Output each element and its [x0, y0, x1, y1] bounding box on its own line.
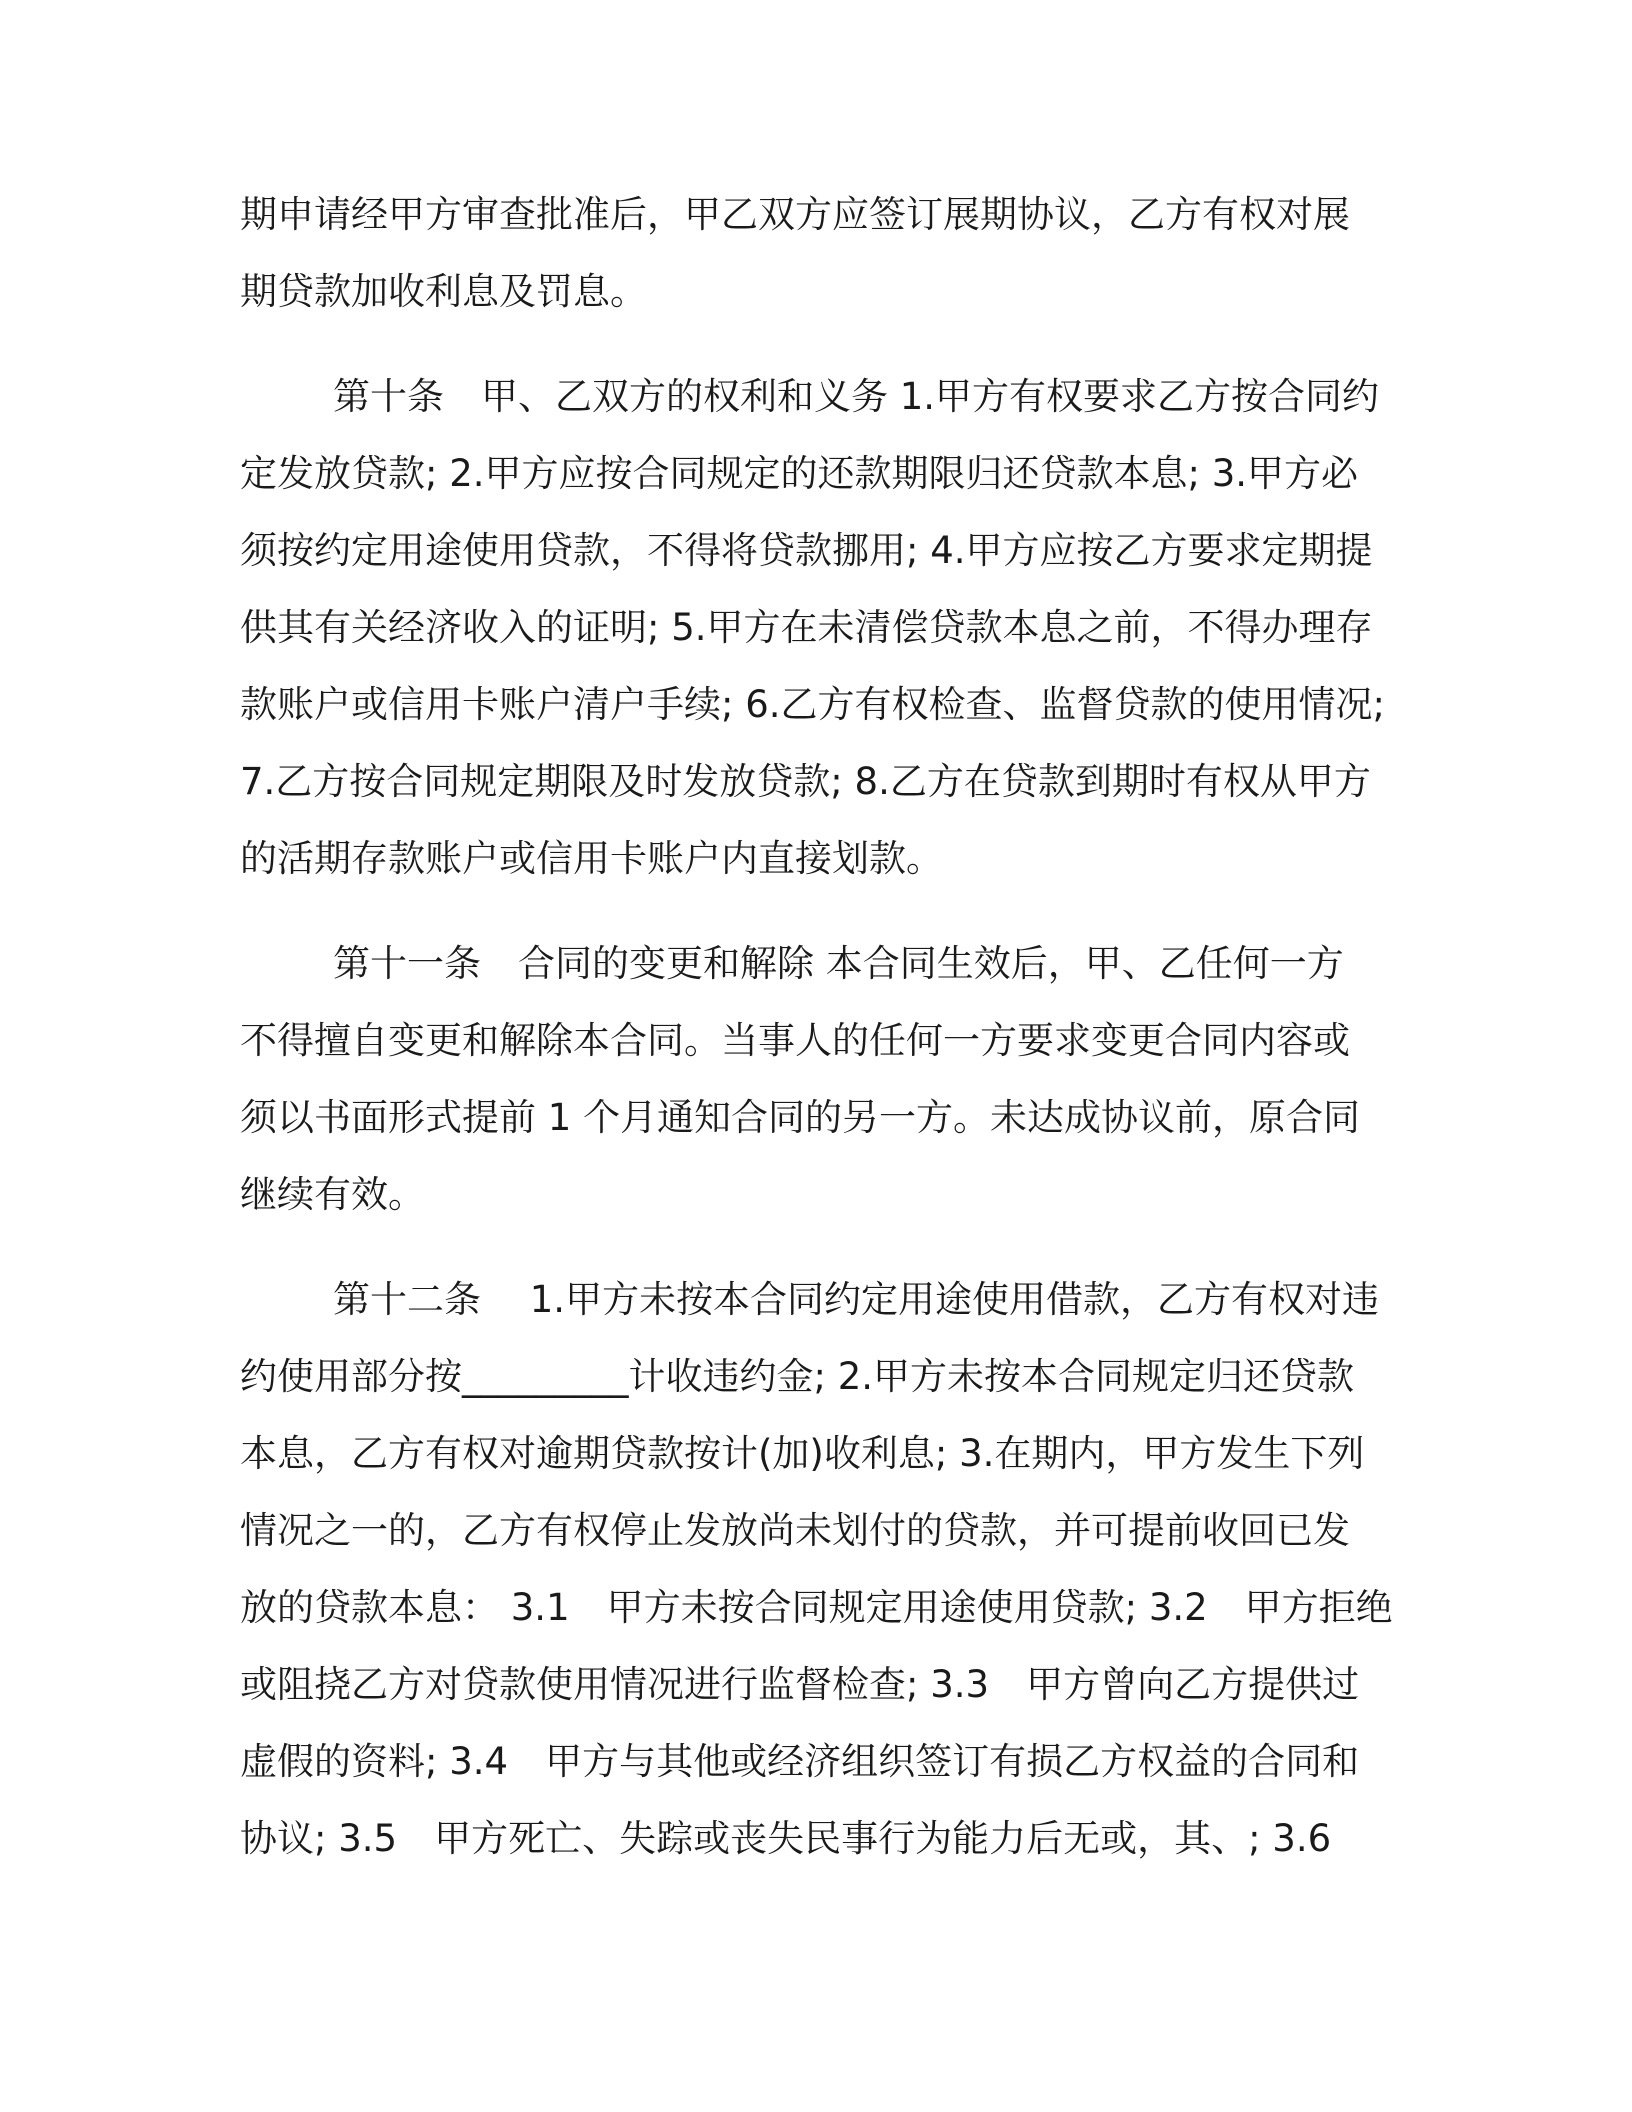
- paragraph-3-line-2: 不得擅自变更和解除本合同。当事人的任何一方要求变更合同内容或: [240, 1019, 1350, 1062]
- paragraph-4-line-3: 本息，乙方有权对逾期贷款按计(加)收利息; 3.在期内，甲方发生下列: [240, 1432, 1365, 1475]
- paragraph-2-line-2: 定发放贷款; 2.甲方应按合同规定的还款期限归还贷款本息; 3.甲方必: [240, 452, 1359, 495]
- paragraph-2-line-1: 第十条 甲、乙双方的权利和义务 1.甲方有权要求乙方按合同约: [333, 375, 1380, 418]
- paragraph-1-line-1: 期申请经甲方审查批准后，甲乙双方应签订展期协议，乙方有权对展: [240, 193, 1350, 236]
- paragraph-3-line-1: 第十一条 合同的变更和解除 本合同生效后，甲、乙任何一方: [333, 942, 1344, 985]
- paragraph-2-line-7: 的活期存款账户或信用卡账户内直接划款。: [240, 837, 943, 880]
- paragraph-4-line-7: 虚假的资料; 3.4 甲方与其他或经济组织签订有损乙方权益的合同和: [240, 1740, 1360, 1783]
- paragraph-4-line-6: 或阻挠乙方对贷款使用情况进行监督检查; 3.3 甲方曾向乙方提供过: [240, 1663, 1360, 1706]
- paragraph-2-line-4: 供其有关经济收入的证明; 5.甲方在未清偿贷款本息之前，不得办理存: [240, 606, 1373, 649]
- paragraph-3-line-4: 继续有效。: [240, 1173, 425, 1216]
- paragraph-2-line-5: 款账户或信用卡账户清户手续; 6.乙方有权检查、监督贷款的使用情况;: [240, 683, 1385, 726]
- paragraph-4-line-1: 第十二条 1.甲方未按本合同约定用途使用借款，乙方有权对违: [333, 1278, 1380, 1321]
- paragraph-2-line-6: 7.乙方按合同规定期限及时发放贷款; 8.乙方在贷款到期时有权从甲方: [240, 760, 1371, 803]
- paragraph-4-line-4: 情况之一的，乙方有权停止发放尚未划付的贷款，并可提前收回已发: [240, 1509, 1350, 1552]
- paragraph-2-line-3: 须按约定用途使用贷款，不得将贷款挪用; 4.甲方应按乙方要求定期提: [240, 529, 1373, 572]
- paragraph-3-line-3: 须以书面形式提前 1 个月通知合同的另一方。未达成协议前，原合同: [240, 1096, 1361, 1139]
- paragraph-4-line-8: 协议; 3.5 甲方死亡、失踪或丧失民事行为能力后无或，其、; 3.6: [240, 1817, 1332, 1860]
- paragraph-1-line-2: 期贷款加收利息及罚息。: [240, 270, 647, 313]
- paragraph-4-line-5: 放的贷款本息： 3.1 甲方未按合同规定用途使用贷款; 3.2 甲方拒绝: [240, 1586, 1393, 1629]
- paragraph-4-line-2: 约使用部分按_________计收违约金; 2.甲方未按本合同规定归还贷款: [240, 1355, 1355, 1398]
